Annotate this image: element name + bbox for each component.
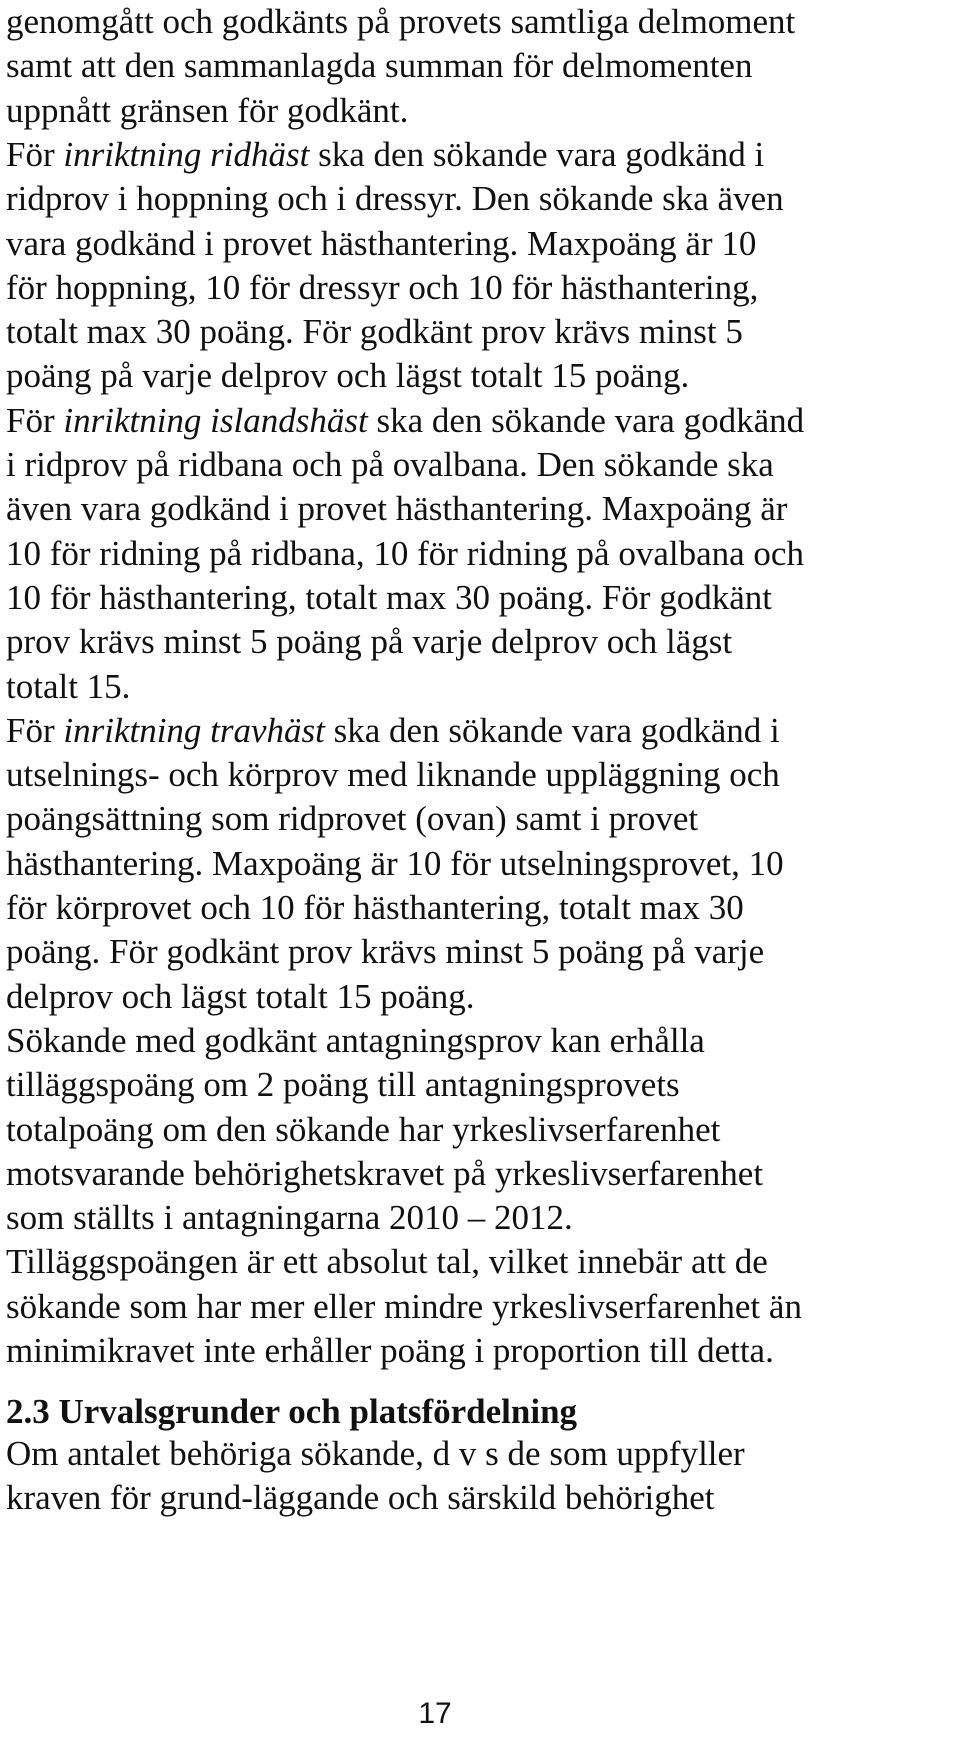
body-line-19: poängsättning som ridprovet (ovan) samt i provet [6, 799, 699, 838]
body-line-3: uppnått gränsen för godkänt. [6, 91, 409, 130]
body-line-1: genomgått och godkänts på provets samtliga delmoment [6, 2, 796, 41]
body-line-14: 10 för hästhantering, totalt max 30 poäng. För godkänt [6, 578, 772, 617]
body-line-15: prov krävs minst 5 poäng på varje delprov och lägst [6, 622, 733, 661]
body-line-31: minimikravet inte erhåller poäng i proportion till detta. [6, 1331, 774, 1370]
body-line-9: poäng på varje delprov och lägst totalt 15 poäng. [6, 356, 690, 395]
section-heading: 2.3 Urvalsgrunder och platsfördelning [6, 1392, 578, 1431]
body-line-20: hästhantering. Maxpoäng är 10 för utselningsprovet, 10 [6, 844, 784, 883]
body-line-27: motsvarande behörighetskravet på yrkeslivserfarenhet [6, 1154, 764, 1193]
section-line-2: kraven för grund-läggande och särskild behörighet [6, 1478, 715, 1517]
emphasis: inriktning travhäst [63, 711, 325, 750]
body-line-4: För inriktning ridhäst ska den sökande vara godkänd i [6, 135, 765, 174]
body-line-17: För inriktning travhäst ska den sökande vara godkänd i [6, 711, 780, 750]
body-line-23: delprov och lägst totalt 15 poäng. [6, 977, 475, 1016]
body-line-21: för körprovet och 10 för hästhantering, totalt max 30 [6, 888, 744, 927]
body-line-16: totalt 15. [6, 667, 131, 706]
body-line-8: totalt max 30 poäng. För godkänt prov krävs minst 5 [6, 312, 743, 351]
body-line-13: 10 för ridning på ridbana, 10 för ridning på ovalbana och [6, 534, 804, 573]
page-number: 17 [418, 1697, 452, 1730]
body-line-24: Sökande med godkänt antagningsprov kan erhålla [6, 1021, 705, 1060]
body-line-2: samt att den sammanlagda summan för delmomenten [6, 46, 753, 85]
body-line-11: i ridprov på ridbana och på ovalbana. Den sökande ska [6, 445, 774, 484]
body-line-18: utselnings- och körprov med liknande uppläggning och [6, 755, 780, 794]
body-line-26: totalpoäng om den sökande har yrkeslivserfarenhet [6, 1110, 721, 1149]
body-line-7: för hoppning, 10 för dressyr och 10 för hästhantering, [6, 268, 759, 307]
body-line-6: vara godkänd i provet hästhantering. Maxpoäng är 10 [6, 224, 757, 263]
body-line-28: som ställts i antagningarna 2010 – 2012. [6, 1198, 573, 1237]
body-line-5: ridprov i hoppning och i dressyr. Den sökande ska även [6, 179, 784, 218]
body-line-12: även vara godkänd i provet hästhantering. Maxpoäng är [6, 489, 788, 528]
emphasis: inriktning ridhäst [63, 135, 310, 174]
emphasis: inriktning islandshäst [63, 401, 368, 440]
body-line-29: Tilläggspoängen är ett absolut tal, vilket innebär att de [6, 1242, 768, 1281]
body-line-22: poäng. För godkänt prov krävs minst 5 poäng på varje [6, 932, 765, 971]
body-line-25: tilläggspoäng om 2 poäng till antagningsprovets [6, 1065, 680, 1104]
body-line-30: sökande som har mer eller mindre yrkeslivserfarenhet än [6, 1287, 802, 1326]
body-line-10: För inriktning islandshäst ska den sökande vara godkänd [6, 401, 805, 440]
section-line-1: Om antalet behöriga sökande, d v s de som uppfyller [6, 1434, 745, 1473]
